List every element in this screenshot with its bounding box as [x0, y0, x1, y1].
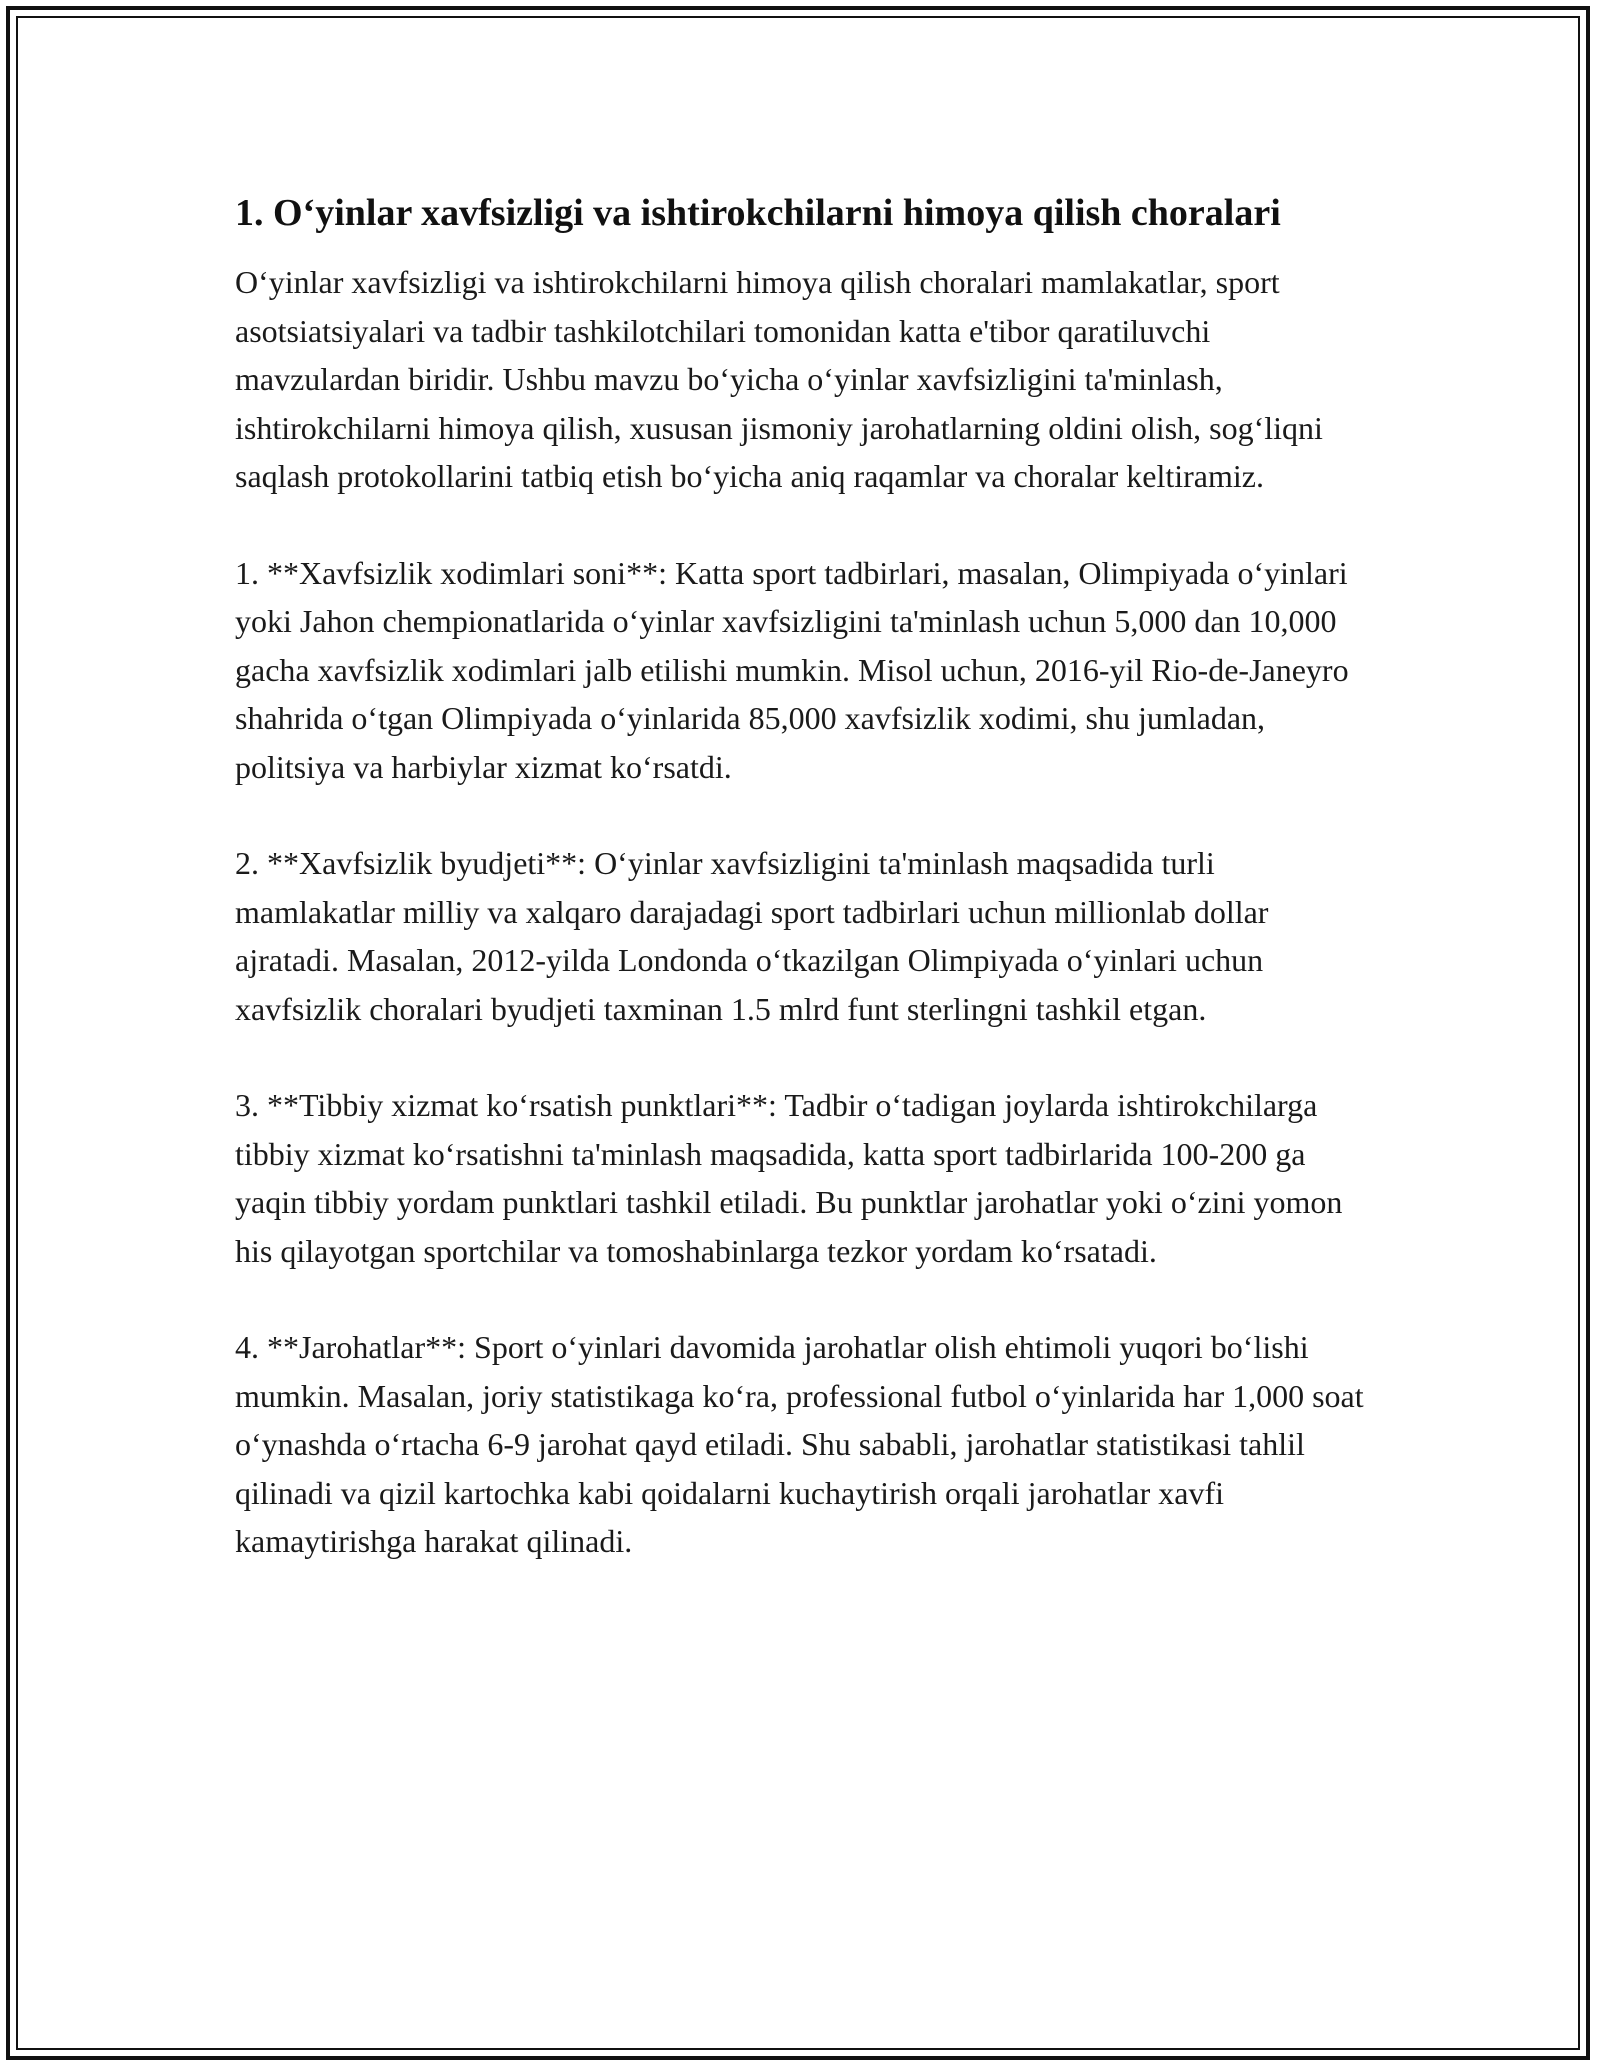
- list-item-security-staff: 1. **Xavfsizlik xodimlari soni**: Katta sport tadbirlari, masalan, Olimpiyada o‘yinlari yoki Jahon chempionatlarida o‘yinlar xavfsizligini ta'minlash uchun 5,000 dan 10,000 gacha xavfsizlik xodimlari jalb etilishi mumkin. Misol uchun, 2016-yil Rio-de-Janeyro shahrida o‘tgan Olimpiyada o‘yinlarida 85,000 xavfsizlik xodimi, shu jumladan, politsiya va harbiylar xizmat ko‘rsatdi.: [235, 554, 1349, 785]
- list-item-injuries: 4. **Jarohatlar**: Sport o‘yinlari davomida jarohatlar olish ehtimoli yuqori bo‘lishi mumkin. Masalan, joriy statistikaga ko‘ra, professional futbol o‘yinlarida har 1,000 soat o‘ynashda o‘rtacha 6-9 jarohat qayd etiladi. Shu sababli, jarohatlar statistikasi tahlil qilinadi va qizil kartochka kabi qoidalarni kuchaytirish orqali jarohatlar xavfi kamaytirishga harakat qilinadi.: [235, 1329, 1364, 1559]
- document-title: 1. O‘yinlar xavfsizligi va ishtirokchilarni himoya qilish choralari: [235, 192, 1281, 234]
- document-body: [235, 186, 1375, 1614]
- list-item-medical-points: 3. **Tibbiy xizmat ko‘rsatish punktlari**: Tadbir o‘tadigan joylarda ishtirokchilarga tibbiy xizmat ko‘rsatishni ta'minlash maqsadida, katta sport tadbirlarida 100-200 ga yaqin tibbiy yordam punktlari tashkil etiladi. Bu punktlar jarohatlar yoki o‘zini yomon his qilayotgan sportchilar va tomoshabinlarga tezkor yordam ko‘rsatadi.: [235, 1087, 1343, 1269]
- list-item-security-budget: 2. **Xavfsizlik byudjeti**: O‘yinlar xavfsizligini ta'minlash maqsadida turli mamlakatlar milliy va xalqaro darajadagi sport tadbirlari uchun millionlab dollar ajratadi. Masalan, 2012-yilda Londonda o‘tkazilgan Olimpiyada o‘yinlari uchun xavfsizlik choralari byudjeti taxminan 1.5 mlrd funt sterlingni tashkil etgan.: [235, 845, 1269, 1027]
- intro-paragraph: O‘yinlar xavfsizligi va ishtirokchilarni himoya qilish choralari mamlakatlar, sport asotsiatsiyalari va tadbir tashkilotchilari tomonidan katta e'tibor qaratiluvchi mavzulardan biridir. Ushbu mavzu bo‘yicha o‘yinlar xavfsizligini ta'minlash, ishtirokchilarni himoya qilish, xususan jismoniy jarohatlarning oldini olish, sog‘liqni saqlash protokollarini tatbiq etish bo‘yicha aniq raqamlar va choralar keltiramiz.: [235, 264, 1323, 494]
